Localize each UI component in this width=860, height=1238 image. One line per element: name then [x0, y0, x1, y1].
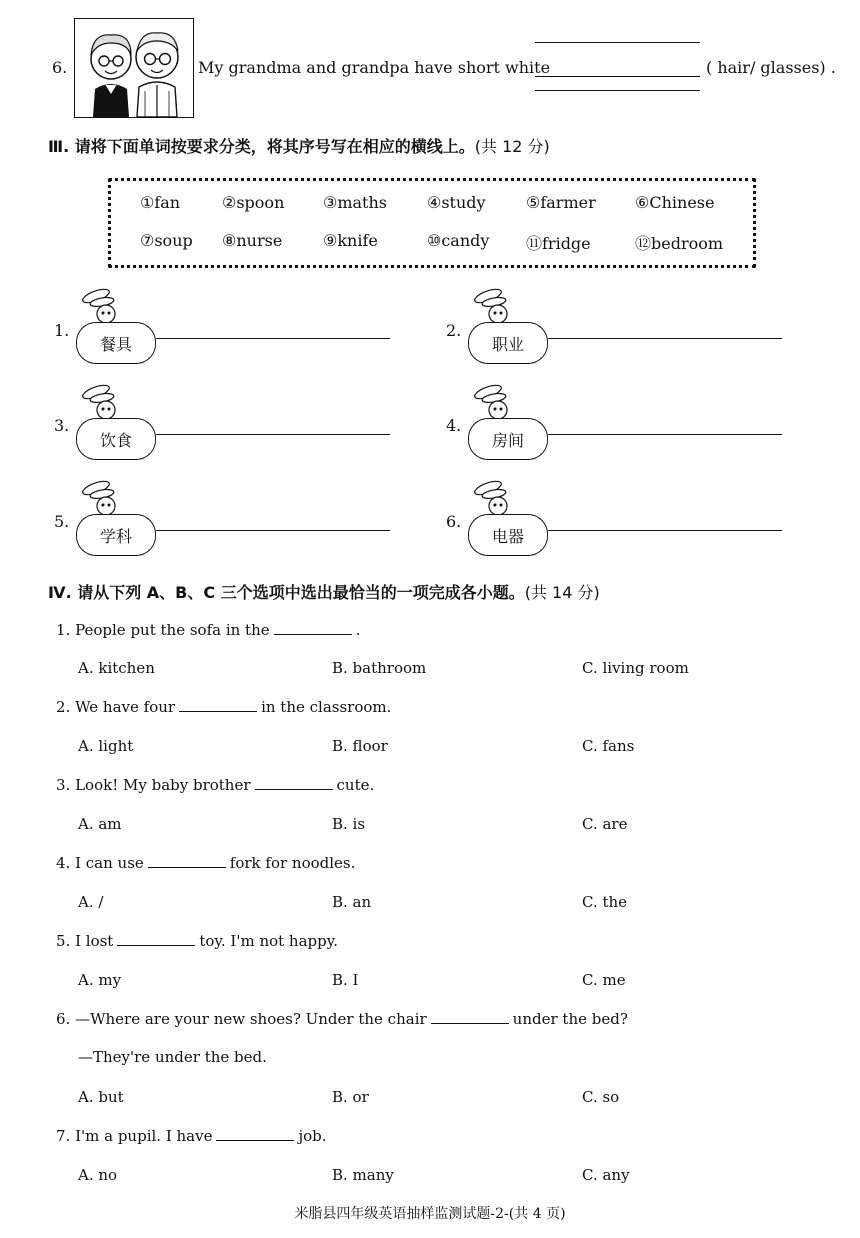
bunny-icon: [78, 384, 130, 422]
word-item: ⑤farmer: [526, 193, 596, 212]
grandparents-illustration: [74, 18, 194, 118]
word-bank: [108, 178, 756, 268]
question-stem: [56, 697, 391, 717]
section-points: (共 12 分): [474, 137, 550, 156]
question-sentence: My grandma and grandpa have short white: [198, 58, 551, 77]
question-stem: [56, 620, 360, 640]
question-stem: [56, 853, 355, 873]
answer-line[interactable]: [548, 338, 782, 339]
option-b[interactable]: B. an: [332, 893, 372, 911]
stem-text: in the classroom.: [261, 698, 392, 716]
word-item: ③maths: [323, 193, 387, 212]
option-b[interactable]: B. or: [332, 1088, 369, 1106]
stem-text: job.: [298, 1127, 327, 1145]
question-stem: [56, 1126, 327, 1146]
word-item: ⑩candy: [427, 231, 490, 250]
bunny-icon: [470, 288, 522, 326]
word-item: ⑥Chinese: [635, 193, 715, 212]
word-item: ⑦soup: [140, 231, 193, 250]
answer-line[interactable]: [535, 42, 700, 43]
stem-text: 4. I can use: [56, 854, 144, 872]
section-points: (共 14 分): [524, 583, 600, 602]
word-item: ⑪fridge: [526, 234, 591, 253]
bunny-icon: [78, 480, 130, 518]
category-number: 2.: [446, 321, 462, 340]
stem-text: fork for noodles.: [229, 854, 356, 872]
option-b[interactable]: B. floor: [332, 737, 388, 755]
word-item: ②spoon: [222, 193, 285, 212]
grandparents-icon: [75, 19, 193, 117]
option-a[interactable]: A. no: [78, 1166, 118, 1184]
bunny-icon: [470, 480, 522, 518]
question-number: 6.: [52, 58, 68, 77]
stem-text: cute.: [336, 776, 375, 794]
answer-line[interactable]: [548, 530, 782, 531]
answer-blank[interactable]: [431, 1009, 509, 1024]
answer-line[interactable]: [535, 90, 700, 91]
section-title: Ⅲ. 请将下面单词按要求分类，将其序号写在相应的横线上。: [48, 137, 475, 156]
category-number: 5.: [54, 512, 70, 531]
question-stem: [56, 775, 374, 795]
word-item: ④study: [427, 193, 486, 212]
word-item: ⑧nurse: [222, 231, 283, 250]
option-c[interactable]: C. any: [582, 1166, 630, 1184]
option-a[interactable]: A. light: [78, 737, 134, 755]
stem-text: .: [355, 621, 361, 639]
bunny-icon: [78, 288, 130, 326]
answer-line[interactable]: [156, 530, 390, 531]
option-c[interactable]: C. so: [582, 1088, 620, 1106]
option-a[interactable]: A. my: [78, 971, 122, 989]
category-label: 餐具: [76, 322, 156, 364]
option-b[interactable]: B. I: [332, 971, 359, 989]
word-item: ⑨knife: [323, 231, 378, 250]
category-number: 6.: [446, 512, 462, 531]
category-label: 学科: [76, 514, 156, 556]
word-item: ①fan: [140, 193, 181, 212]
answer-blank[interactable]: [255, 775, 333, 790]
category-number: 1.: [54, 321, 70, 340]
category-label: 电器: [468, 514, 548, 556]
option-a[interactable]: A. /: [78, 893, 104, 911]
section-title: Ⅳ. 请从下列 A、B、C 三个选项中选出最恰当的一项完成各小题。: [48, 583, 525, 602]
option-c[interactable]: C. the: [582, 893, 628, 911]
option-a[interactable]: A. but: [78, 1088, 124, 1106]
question-stem: [56, 1009, 628, 1029]
answer-line[interactable]: [156, 338, 390, 339]
category-number: 4.: [446, 416, 462, 435]
option-c[interactable]: C. me: [582, 971, 626, 989]
stem-text: under the bed?: [512, 1010, 628, 1028]
answer-blank[interactable]: [274, 620, 352, 635]
category-number: 3.: [54, 416, 70, 435]
answer-blank[interactable]: [148, 853, 226, 868]
option-b[interactable]: B. many: [332, 1166, 394, 1184]
option-c[interactable]: C. are: [582, 815, 628, 833]
word-item: ⑫bedroom: [635, 234, 724, 253]
page-footer: 米脂县四年级英语抽样监测试题-2-(共 4 页): [294, 1206, 566, 1222]
category-label: 职业: [468, 322, 548, 364]
question-options: ( hair/ glasses) .: [706, 58, 836, 77]
stem-text: 6. —Where are your new shoes? Under the chair: [56, 1010, 427, 1028]
answer-line[interactable]: [156, 434, 390, 435]
option-c[interactable]: C. living room: [582, 659, 689, 677]
stem-text: 7. I'm a pupil. I have: [56, 1127, 213, 1145]
option-c[interactable]: C. fans: [582, 737, 635, 755]
stem-text: 2. We have four: [56, 698, 176, 716]
answer-blank[interactable]: [179, 697, 257, 712]
section-heading: [48, 580, 600, 603]
answer-line[interactable]: [535, 76, 700, 77]
stem-text: 1. People put the sofa in the: [56, 621, 270, 639]
stem-text: toy. I'm not happy.: [199, 932, 338, 950]
answer-blank[interactable]: [117, 931, 195, 946]
option-a[interactable]: A. kitchen: [78, 659, 155, 677]
option-b[interactable]: B. bathroom: [332, 659, 427, 677]
stem-text: 5. I lost: [56, 932, 114, 950]
bunny-icon: [470, 384, 522, 422]
option-b[interactable]: B. is: [332, 815, 366, 833]
answer-blank[interactable]: [216, 1126, 294, 1141]
dialogue-reply: —They're under the bed.: [78, 1048, 267, 1066]
section-heading: [48, 134, 550, 157]
option-a[interactable]: A. am: [78, 815, 122, 833]
answer-line[interactable]: [548, 434, 782, 435]
stem-text: 3. Look! My baby brother: [56, 776, 251, 794]
category-label: 房间: [468, 418, 548, 460]
category-label: 饮食: [76, 418, 156, 460]
question-stem: [56, 931, 338, 951]
